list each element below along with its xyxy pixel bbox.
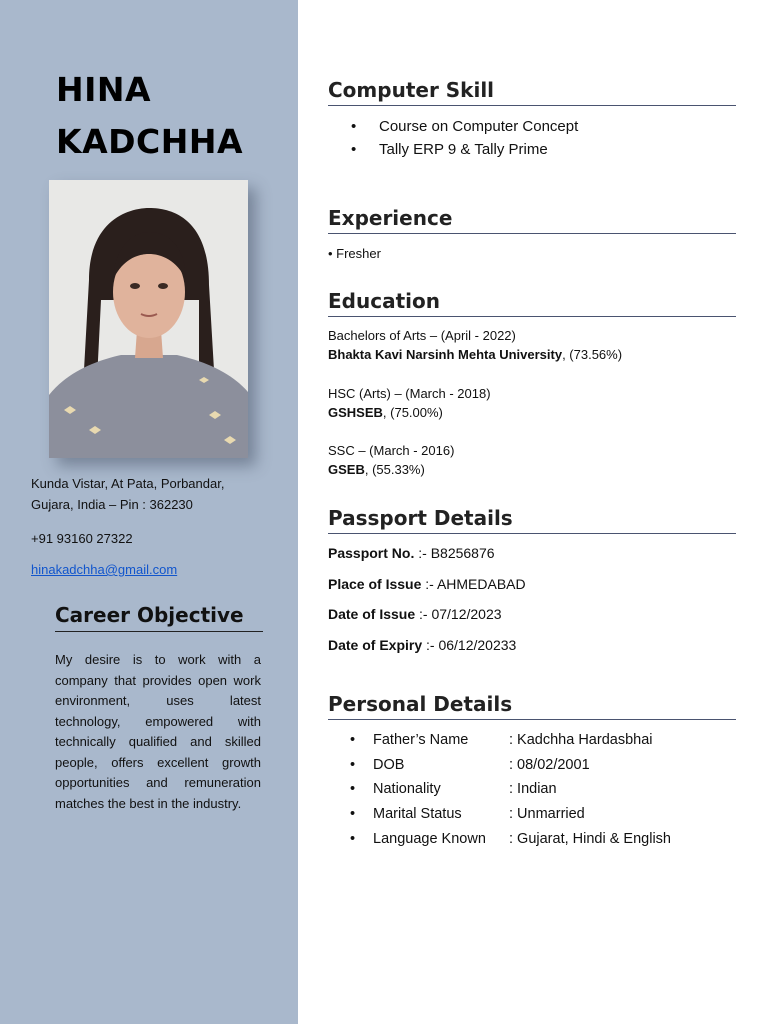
personal-label: Nationality [373, 781, 441, 797]
passport-label: Place of Issue [328, 576, 422, 592]
education-heading: Education [328, 289, 736, 317]
institution-name: GSEB [328, 462, 365, 477]
institution-name: Bhakta Kavi Narsinh Mehta University [328, 347, 563, 362]
passport-value: :- 06/12/20233 [422, 637, 517, 653]
bullet-icon: • [350, 732, 356, 748]
passport-value: :- B8256876 [414, 545, 495, 561]
candidate-name [56, 64, 243, 168]
education-score: , (55.33%) [364, 462, 425, 477]
personal-value: : 08/02/2001 [509, 757, 590, 773]
experience-item: • Fresher [328, 246, 381, 261]
personal-heading: Personal Details [328, 692, 736, 720]
address [31, 473, 224, 515]
computer-skill-heading: Computer Skill [328, 78, 736, 106]
education-score: , (73.56%) [562, 347, 623, 362]
education-degree: Bachelors of Arts – (April - 2022) [328, 328, 516, 343]
email-link[interactable]: hinakadchha@gmail.com [31, 562, 178, 577]
education-institution [328, 405, 443, 420]
passport-label: Passport No. [328, 545, 415, 561]
personal-label: Father’s Name [373, 732, 469, 748]
skill-text: Tally ERP 9 & Tally Prime [379, 141, 548, 158]
passport-value: :- AHMEDABAD [421, 576, 526, 592]
bullet-icon: • [350, 831, 356, 847]
first-name: HINA [56, 70, 152, 109]
bullet-icon: • [350, 757, 356, 773]
passport-row [328, 545, 495, 561]
phone-number: +91 93160 27322 [31, 531, 133, 546]
education-institution [328, 462, 425, 477]
passport-row [328, 606, 502, 622]
personal-value: : Kadchha Hardasbhai [509, 732, 653, 748]
personal-value: : Unmarried [509, 806, 585, 822]
education-institution [328, 347, 622, 362]
passport-label: Date of Issue [328, 606, 416, 622]
passport-row [328, 637, 516, 653]
passport-heading: Passport Details [328, 506, 736, 534]
skill-text: Course on Computer Concept [379, 118, 579, 135]
education-degree: SSC – (March - 2016) [328, 443, 455, 458]
passport-row [328, 576, 526, 592]
institution-name: GSHSEB [328, 405, 383, 420]
portrait-image [49, 180, 248, 458]
personal-label: Language Known [373, 831, 486, 847]
career-objective-heading: Career Objective [55, 603, 263, 632]
personal-value: : Gujarat, Hindi & English [509, 831, 671, 847]
bullet-icon: • [351, 118, 357, 135]
bullet-icon: • [351, 141, 357, 158]
passport-label: Date of Expiry [328, 637, 423, 653]
profile-photo [49, 180, 248, 458]
last-name: KADCHHA [56, 122, 243, 161]
education-degree: HSC (Arts) – (March - 2018) [328, 386, 491, 401]
passport-value: :- 07/12/2023 [415, 606, 502, 622]
personal-value: : Indian [509, 781, 557, 797]
personal-label: DOB [373, 757, 405, 773]
bullet-icon: • [350, 806, 356, 822]
address-line-2: Gujara, India – Pin : 362230 [31, 497, 193, 512]
experience-heading: Experience [328, 206, 736, 234]
personal-label: Marital Status [373, 806, 462, 822]
bullet-icon: • [350, 781, 356, 797]
career-objective-text: My desire is to work with a company that provides open work environment, uses latest technology, empowered with technically qualified and skilled people, offers excellent growth opportunities and remuneration matches the best in the industry. [55, 652, 261, 811]
address-line-1: Kunda Vistar, At Pata, Porbandar, [31, 476, 225, 491]
education-score: , (75.00%) [382, 405, 443, 420]
